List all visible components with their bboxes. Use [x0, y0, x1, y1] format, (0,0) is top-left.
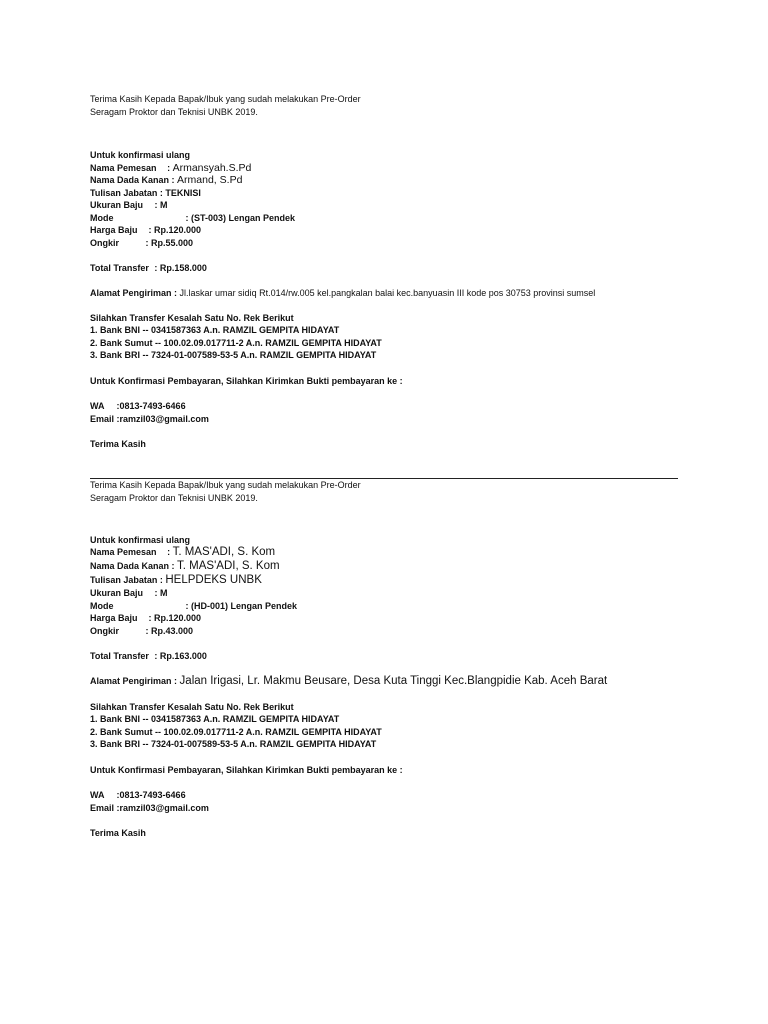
wa-label: WA	[90, 790, 105, 800]
nama-pemesan-value: Armansyah.S.Pd	[172, 162, 252, 174]
mode-label: Mode	[90, 601, 114, 611]
closing-line: Terima Kasih	[90, 439, 146, 449]
ongkir-label: Ongkir	[90, 626, 120, 636]
email-line: Email :ramzil03@gmail.com	[90, 414, 209, 424]
nama-dada-label: Nama Dada Kanan :	[90, 561, 175, 571]
ongkir-value: : Rp.43.000	[145, 626, 194, 636]
tulisan-label: Tulisan Jabatan :	[90, 575, 163, 585]
bukti-heading: Untuk Konfirmasi Pembayaran, Silahkan Kirimkan Bukti pembayaran ke :	[90, 376, 403, 386]
ukuran-value: : M	[154, 588, 168, 598]
bank-bri: 3. Bank BRI -- 7324-01-007589-53-5 A.n. RAMZIL GEMPITA HIDAYAT	[90, 739, 377, 749]
harga-value: : Rp.120.000	[148, 613, 202, 623]
alamat-row	[90, 676, 607, 687]
alamat-label: Alamat Pengiriman :	[90, 288, 178, 298]
harga-label: Harga Baju	[90, 225, 138, 235]
mode-value: : (ST-003) Lengan Pendek	[185, 213, 296, 223]
intro-line-1: Terima Kasih Kepada Bapak/Ibuk yang sudah melakukan Pre-Order	[90, 94, 361, 104]
harga-row	[90, 613, 201, 624]
nama-pemesan-row	[90, 163, 251, 174]
tulisan-value: HELPDEKS UNBK	[165, 574, 262, 586]
wa-value: :0813-7493-6466	[116, 401, 186, 411]
alamat-value: Jl.laskar umar sidiq Rt.014/rw.005 kel.pangkalan balai kec.banyuasin III kode pos 30753 provinsi sumsel	[179, 288, 596, 298]
intro-line-2: Seragam Proktor dan Teknisi UNBK 2019.	[90, 493, 258, 503]
alamat-value: Jalan Irigasi, Lr. Makmu Beusare, Desa Kuta Tinggi Kec.Blangpidie Kab. Aceh Barat	[179, 675, 608, 687]
bank-bni: 1. Bank BNI -- 0341587363 A.n. RAMZIL GEMPITA HIDAYAT	[90, 325, 340, 335]
closing-line: Terima Kasih	[90, 828, 146, 838]
mode-value: : (HD-001) Lengan Pendek	[185, 601, 298, 611]
intro-line-2: Seragam Proktor dan Teknisi UNBK 2019.	[90, 107, 258, 117]
tulisan-value: TEKNISI	[165, 188, 201, 198]
confirm-heading: Untuk konfirmasi ulang	[90, 535, 191, 545]
nama-dada-value: T. MAS'ADI, S. Kom	[177, 560, 280, 572]
ongkir-row	[90, 238, 193, 249]
nama-pemesan-row	[90, 547, 275, 558]
bank-bni: 1. Bank BNI -- 0341587363 A.n. RAMZIL GEMPITA HIDAYAT	[90, 714, 340, 724]
ongkir-value: : Rp.55.000	[145, 238, 194, 248]
wa-value: :0813-7493-6466	[116, 790, 186, 800]
ukuran-label: Ukuran Baju	[90, 588, 144, 598]
nama-dada-label: Nama Dada Kanan :	[90, 175, 175, 185]
nama-dada-value: Armand, S.Pd	[177, 174, 243, 186]
total-value: : Rp.163.000	[154, 651, 207, 661]
nama-pemesan-sep: :	[167, 547, 171, 557]
alamat-label: Alamat Pengiriman :	[90, 676, 178, 686]
ukuran-label: Ukuran Baju	[90, 200, 144, 210]
ukuran-value: : M	[154, 200, 168, 210]
rek-heading: Silahkan Transfer Kesalah Satu No. Rek Berikut	[90, 702, 294, 712]
ongkir-label: Ongkir	[90, 238, 120, 248]
bank-sumut: 2. Bank Sumut -- 100.02.09.017711-2 A.n. RAMZIL GEMPITA HIDAYAT	[90, 727, 382, 737]
ukuran-row	[90, 588, 168, 599]
total-row	[90, 651, 207, 662]
wa-row	[90, 790, 186, 801]
ukuran-row	[90, 200, 168, 211]
nama-pemesan-value: T. MAS'ADI, S. Kom	[172, 546, 276, 558]
bank-sumut: 2. Bank Sumut -- 100.02.09.017711-2 A.n. RAMZIL GEMPITA HIDAYAT	[90, 338, 382, 348]
mode-row	[90, 601, 297, 612]
bank-bri: 3. Bank BRI -- 7324-01-007589-53-5 A.n. RAMZIL GEMPITA HIDAYAT	[90, 350, 377, 360]
harga-label: Harga Baju	[90, 613, 138, 623]
total-label: Total Transfer	[90, 651, 149, 661]
wa-row	[90, 401, 186, 412]
confirm-heading: Untuk konfirmasi ulang	[90, 150, 191, 160]
wa-label: WA	[90, 401, 105, 411]
mode-label: Mode	[90, 213, 114, 223]
nama-pemesan-sep: :	[167, 163, 171, 173]
nama-pemesan-label: Nama Pemesan	[90, 547, 157, 557]
tulisan-row	[90, 188, 201, 199]
intro-line-1: Terima Kasih Kepada Bapak/Ibuk yang sudah melakukan Pre-Order	[90, 480, 361, 490]
email-line: Email :ramzil03@gmail.com	[90, 803, 209, 813]
tulisan-label: Tulisan Jabatan :	[90, 188, 163, 198]
total-row	[90, 263, 207, 274]
nama-pemesan-label: Nama Pemesan	[90, 163, 157, 173]
ongkir-row	[90, 626, 193, 637]
bukti-heading: Untuk Konfirmasi Pembayaran, Silahkan Kirimkan Bukti pembayaran ke :	[90, 765, 403, 775]
section-divider	[90, 478, 678, 479]
harga-value: : Rp.120.000	[148, 225, 202, 235]
alamat-row	[90, 288, 595, 299]
nama-dada-row	[90, 175, 242, 186]
total-value: : Rp.158.000	[154, 263, 207, 273]
rek-heading: Silahkan Transfer Kesalah Satu No. Rek Berikut	[90, 313, 294, 323]
harga-row	[90, 225, 201, 236]
nama-dada-row	[90, 561, 280, 572]
tulisan-row	[90, 575, 262, 586]
total-label: Total Transfer	[90, 263, 149, 273]
mode-row	[90, 213, 295, 224]
